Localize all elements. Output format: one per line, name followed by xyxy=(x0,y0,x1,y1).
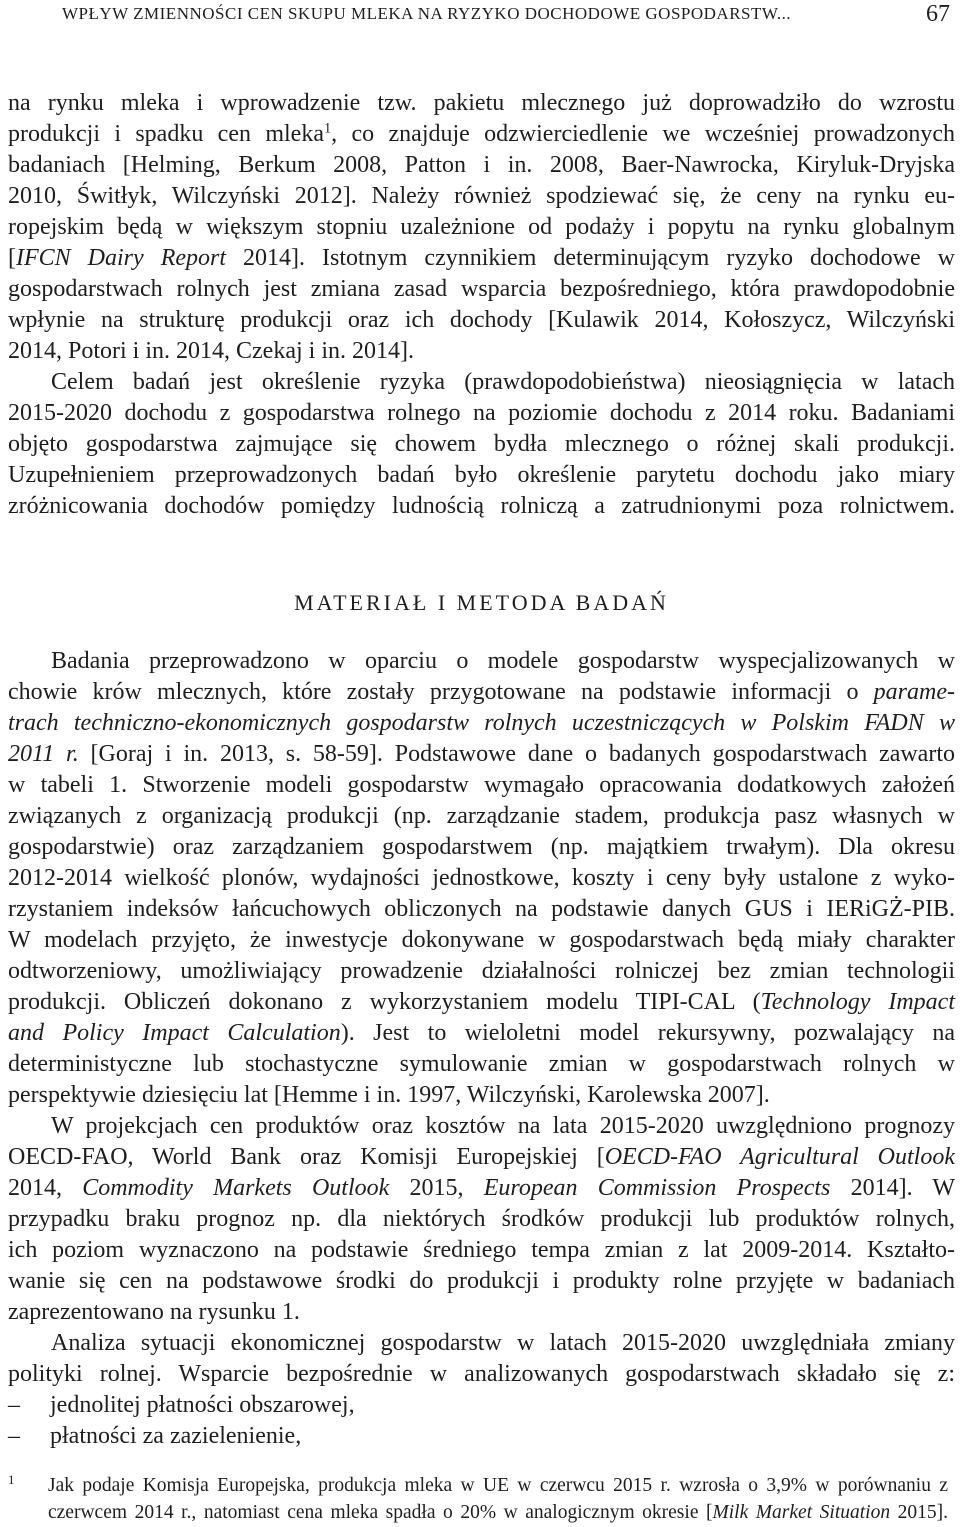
paragraph xyxy=(8,1328,955,1390)
text-line xyxy=(8,429,955,460)
footnote-ref: 1 xyxy=(323,120,332,137)
text-run: [Goraj i in. 2013, s. 58-59]. Podstawowe dane o badanych gospodarstwach zawarto xyxy=(78,741,955,767)
italic-run: trach techniczno-ekonomicznych gospodarstw rolnych uczestniczących w Polskim FADN w xyxy=(8,710,955,736)
section-heading: MATERIAŁ I METODA BADAŃ xyxy=(294,590,669,615)
text-line xyxy=(8,88,955,119)
text-run: deterministyczne lub stochastyczne symulowanie zmian w gospodarstwach rolnych w xyxy=(8,1051,955,1077)
text-line xyxy=(8,212,955,243)
text-run: rzystaniem indeksów łańcuchowych obliczonych na podstawie danych GUS i IERiGŻ-PIB. xyxy=(8,896,955,922)
text-run: badaniach [Helming, Berkum 2008, Patton i in. 2008, Baer-Nawrocka, Kiryluk-Dryjska xyxy=(8,152,955,178)
text-line xyxy=(8,708,955,739)
text-line xyxy=(48,1499,948,1526)
text-run: perspektywie dziesięciu lat [Hemme i in. 1997, Wilczyński, Karolewska 2007]. xyxy=(8,1082,770,1108)
text-run: czerwcem 2014 r., natomiast cena mleka spadła o 20% w analogicznym okresie [ xyxy=(48,1502,713,1523)
italic-run: Milk Market Situation xyxy=(712,1502,891,1523)
text-run: produkcji. Obliczeń dokonano z wykorzystaniem modelu TIPI-CAL ( xyxy=(8,989,761,1015)
running-header-title: WPŁYW ZMIENNOŚCI CEN SKUPU MLEKA NA RYZYKO DOCHODOWE GOSPODARSTW... xyxy=(62,4,792,23)
italic-run: and Policy Impact Calculation xyxy=(8,1020,341,1046)
paragraph xyxy=(8,88,955,367)
text-line xyxy=(8,801,955,832)
text-run: polityki rolnej. Wsparcie bezpośrednie w analizowanych gospodarstwach składało się z: xyxy=(8,1361,955,1387)
text-line xyxy=(8,1204,955,1235)
text-run: , co znajduje odzwierciedlenie we wcześniej prowadzonych xyxy=(331,121,955,147)
text-line xyxy=(8,1266,955,1297)
text-run: 2015, xyxy=(389,1175,484,1201)
text-run: wanie się cen na podstawowe środki do produkcji i produkty rolne przyjęte w badaniach xyxy=(8,1268,955,1294)
text-line xyxy=(8,739,955,770)
text-run: OECD-FAO, World Bank oraz Komisji Europejskiej [ xyxy=(8,1144,605,1170)
text-line xyxy=(8,1111,955,1142)
list-item-text: płatności za zazielenienie, xyxy=(50,1423,302,1449)
list-item xyxy=(8,1421,955,1452)
footnote-text xyxy=(8,1472,948,1526)
bullet-dash: – xyxy=(8,1423,20,1449)
text-run: [ xyxy=(8,245,16,271)
text-line xyxy=(8,1328,955,1359)
text-run: Celem badań jest określenie ryzyka (prawdopodobieństwa) nieosiągnięcia w latach xyxy=(51,369,955,395)
text-run: w tabeli 1. Stworzenie modeli gospodarstw wymagało opracowania dodatkowych założeń xyxy=(8,772,955,798)
text-run: zróżnicowania dochodów pomiędzy ludnością rolniczą a zatrudnionymi poza rolnictwem. xyxy=(8,493,955,519)
text-line xyxy=(8,987,955,1018)
text-line xyxy=(8,770,955,801)
text-line xyxy=(48,1472,948,1499)
text-line xyxy=(8,1235,955,1266)
italic-run: Technology Impact xyxy=(760,989,955,1015)
article-body xyxy=(8,88,955,1452)
text-run: 2014]. Istotnym czynnikiem determinującym ryzyko dochodowe w xyxy=(226,245,956,271)
text-line xyxy=(8,1359,955,1390)
paragraph xyxy=(8,646,955,1111)
text-line xyxy=(8,460,955,491)
text-run: Analiza sytuacji ekonomicznej gospodarstw w latach 2015-2020 uwzględniała zmiany xyxy=(51,1330,955,1356)
text-line xyxy=(8,1173,955,1204)
footnote-number: 1 xyxy=(8,1472,15,1487)
text-line xyxy=(8,1049,955,1080)
text-line xyxy=(8,863,955,894)
text-run: Jak podaje Komisja Europejska, produkcja mleka w UE w czerwcu 2015 r. wzrosła o 3,9% w porównaniu z xyxy=(48,1475,948,1496)
text-run: ich poziom wyznaczono na podstawie średniego tempa zmian z lat 2009-2014. Kształto- xyxy=(8,1237,955,1263)
text-run: na rynku mleka i wprowadzenie tzw. pakietu mlecznego już doprowadziło do wzrostu xyxy=(8,90,955,116)
text-run: wpłynie na strukturę produkcji oraz ich dochody [Kulawik 2014, Kołoszycz, Wilczyński xyxy=(8,307,955,333)
text-run: chowie krów mlecznych, które zostały przygotowane na podstawie informacji o xyxy=(8,679,874,705)
bullet-dash: – xyxy=(8,1392,20,1418)
text-run: Uzupełnieniem przeprowadzonych badań było określenie parytetu dochodu jako miary xyxy=(8,462,955,488)
text-run: objęto gospodarstwa zajmujące się chowem bydła mlecznego o różnej skali produkcji. xyxy=(8,431,955,457)
text-run: 2014, xyxy=(8,1175,83,1201)
text-run: przypadku braku prognoz np. dla niektórych środków produkcji lub produktów rolnych, xyxy=(8,1206,955,1232)
list-item xyxy=(8,1390,955,1421)
text-line xyxy=(8,491,955,522)
running-header xyxy=(0,0,960,40)
text-line xyxy=(8,1142,955,1173)
text-line xyxy=(8,925,955,956)
text-line xyxy=(8,677,955,708)
text-line xyxy=(8,1297,955,1328)
text-run: odtworzeniowy, umożliwiający prowadzenie działalności rolniczej bez zmian technologii xyxy=(8,958,955,984)
text-line xyxy=(8,1018,955,1049)
text-run: W projekcjach cen produktów oraz kosztów na lata 2015-2020 uwzględniono prognozy xyxy=(51,1113,955,1139)
text-run: 2014]. W xyxy=(830,1175,956,1201)
text-run: ropejskim będą w większym stopniu uzależnione od podaży i popytu na rynku globalnym xyxy=(8,214,955,240)
text-line xyxy=(8,274,955,305)
paragraph xyxy=(8,1111,955,1328)
text-line xyxy=(8,894,955,925)
text-line xyxy=(8,367,955,398)
text-line xyxy=(8,956,955,987)
text-line xyxy=(8,646,955,677)
text-run: Badania przeprowadzono w oparciu o modele gospodarstw wyspecjalizowanych w xyxy=(51,648,955,674)
italic-run: European Commission Prospects xyxy=(483,1175,831,1201)
text-run: produkcji i spadku cen mleka xyxy=(8,121,324,147)
bullet-list xyxy=(8,1390,955,1452)
text-line xyxy=(8,119,955,150)
italic-run: IFCN Dairy Report xyxy=(16,245,227,271)
italic-run: parame- xyxy=(873,679,955,705)
text-line xyxy=(8,398,955,429)
text-run: gospodarstwach rolnych jest zmiana zasad wsparcia bezpośredniego, która prawdopodobnie xyxy=(8,276,955,302)
text-run: gospodarstwie) oraz zarządzaniem gospodarstwem (np. majątkiem trwałym). Dla okresu xyxy=(8,834,955,860)
footnote xyxy=(8,1472,948,1526)
text-line xyxy=(8,1080,955,1111)
text-run: W modelach przyjęto, że inwestycje dokonywane w gospodarstwach będą miały charakter xyxy=(8,927,955,953)
list-item-text: jednolitej płatności obszarowej, xyxy=(50,1392,355,1418)
text-line xyxy=(8,181,955,212)
text-line xyxy=(8,832,955,863)
text-line xyxy=(8,336,955,367)
text-run: 2010, Świtłyk, Wilczyński 2012]. Należy również spodziewać się, że ceny na rynku eu- xyxy=(8,183,955,209)
text-line xyxy=(8,305,955,336)
text-run: 2012-2014 wielkość plonów, wydajności jednostkowe, koszty i ceny były ustalone z wyko- xyxy=(8,865,955,891)
text-run: zaprezentowano na rysunku 1. xyxy=(8,1299,300,1325)
paragraph xyxy=(8,367,955,522)
text-run: 2014, Potori i in. 2014, Czekaj i in. 2014]. xyxy=(8,338,414,364)
text-run: 2015]. xyxy=(890,1502,948,1523)
page-number: 67 xyxy=(926,1,950,27)
text-run: ). Jest to wieloletni model rekursywny, pozwalający na xyxy=(340,1020,955,1046)
text-line xyxy=(8,243,955,274)
italic-run: Commodity Markets Outlook xyxy=(82,1175,390,1201)
text-run: związanych z organizacją produkcji (np. zarządzanie stadem, produkcja pasz własnych w xyxy=(8,803,955,829)
italic-run: 2011 r. xyxy=(8,741,79,767)
text-run: 2015-2020 dochodu z gospodarstwa rolnego na poziomie dochodu z 2014 roku. Badaniami xyxy=(8,400,955,426)
text-line xyxy=(8,150,955,181)
italic-run: OECD-FAO Agricultural Outlook xyxy=(604,1144,955,1170)
